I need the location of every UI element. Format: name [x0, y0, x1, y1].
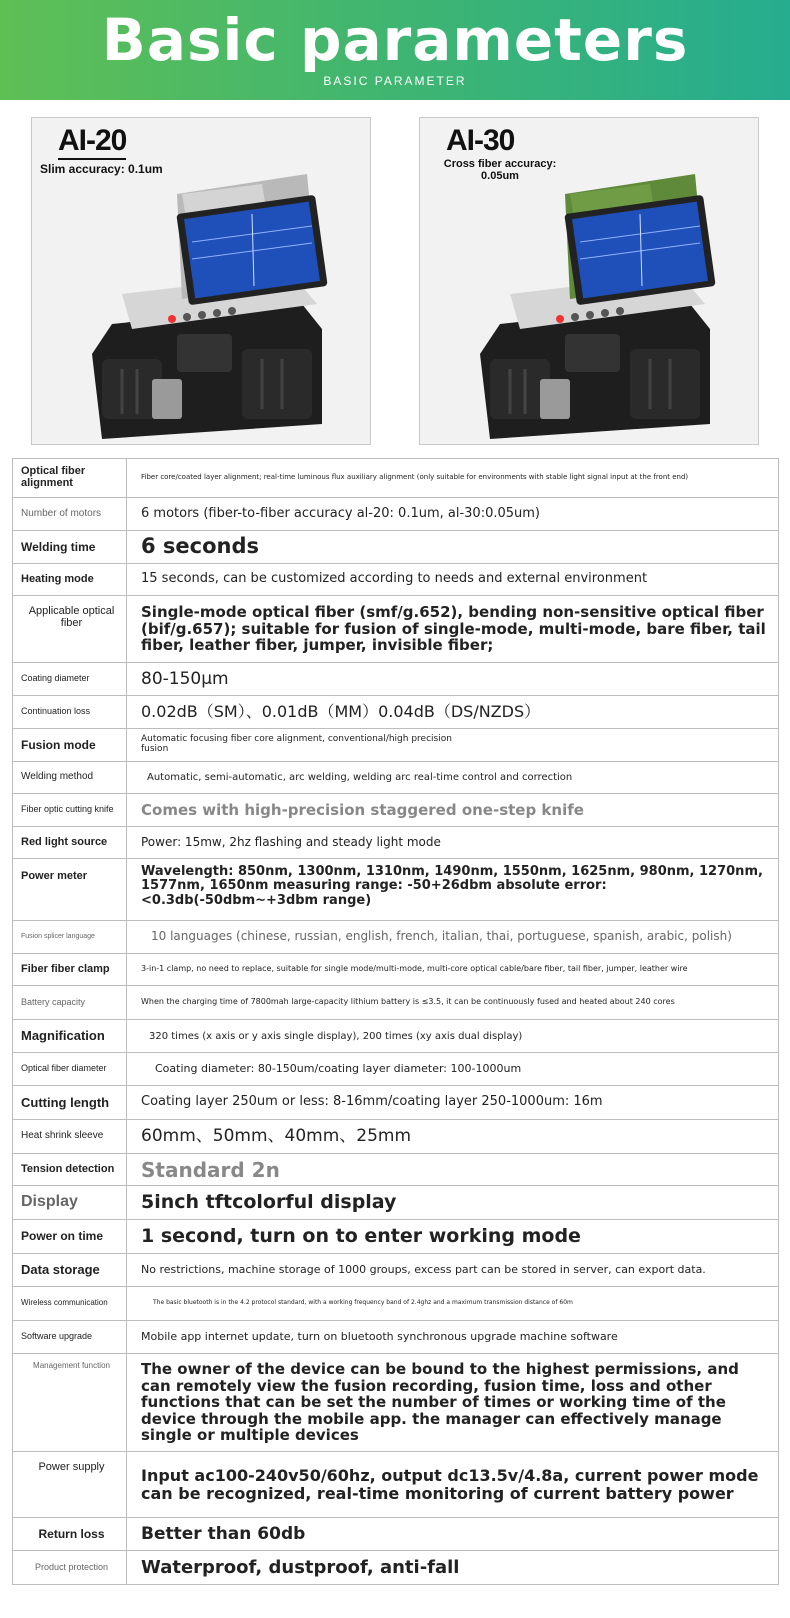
- spec-value: 80-150μm: [127, 663, 779, 696]
- spec-value: 0.02dB（SM）、0.01dB（MM）0.04dB（DS/NZDS）: [127, 696, 779, 729]
- spec-value: Power: 15mw, 2hz flashing and steady light mode: [127, 827, 779, 859]
- spec-value: When the charging time of 7800mah large-capacity lithium battery is ≤3.5, it can be continuously fused and heated about 240 cores: [127, 986, 779, 1020]
- table-row: [13, 1254, 779, 1287]
- spec-label: Tension detection: [13, 1154, 127, 1186]
- spec-label: Welding method: [13, 762, 127, 794]
- spec-label: Number of motors: [13, 498, 127, 531]
- table-row: [13, 729, 779, 762]
- spec-value: The owner of the device can be bound to the highest permissions, and can remotely view the fusion recording, fusion time, loss and other functions that can be set the number of times or working time of the device through the mobile app. the manager can effectively manage single or multiple devices: [127, 1354, 779, 1452]
- table-row: [13, 1020, 779, 1053]
- spec-value: 1 second, turn on to enter working mode: [127, 1220, 779, 1254]
- spec-label: Wireless communication: [13, 1287, 127, 1321]
- table-row: [13, 1518, 779, 1551]
- spec-value: Comes with high-precision staggered one-step knife: [127, 794, 779, 827]
- fusion-splicer-image: [470, 154, 720, 439]
- table-row: [13, 531, 779, 564]
- table-row: [13, 1287, 779, 1321]
- table-row: [13, 794, 779, 827]
- table-row: [13, 1551, 779, 1585]
- spec-label: Fiber fiber clamp: [13, 954, 127, 986]
- product-model-name: AI-20: [58, 124, 126, 160]
- table-row: [13, 1154, 779, 1186]
- spec-label: Fiber optic cutting knife: [13, 794, 127, 827]
- spec-value: Fiber core/coated layer alignment; real-time luminous flux auxiliary alignment (only suitable for environments with stable light signal input at the front end): [127, 459, 779, 498]
- spec-value: 60mm、50mm、40mm、25mm: [127, 1120, 779, 1154]
- table-row: [13, 827, 779, 859]
- spec-label: Heat shrink sleeve: [13, 1120, 127, 1154]
- table-row: [13, 1321, 779, 1354]
- table-row: [13, 459, 779, 498]
- spec-label: Red light source: [13, 827, 127, 859]
- spec-value: 3-in-1 clamp, no need to replace, suitable for single mode/multi-mode, multi-core optical cable/bare fiber, tail fiber, jumper, leather wire: [127, 954, 779, 986]
- table-row: [13, 1053, 779, 1086]
- spec-label: Return loss: [13, 1518, 127, 1551]
- spec-label: Magnification: [13, 1020, 127, 1053]
- spec-value: Coating diameter: 80-150um/coating layer diameter: 100-1000um: [127, 1053, 779, 1086]
- table-row: [13, 954, 779, 986]
- table-row: [13, 921, 779, 954]
- table-row: [13, 1220, 779, 1254]
- spec-label: Fusion splicer language: [13, 921, 127, 954]
- product-accuracy-text: Slim accuracy: 0.1um: [40, 162, 163, 176]
- header-banner: [0, 0, 790, 100]
- product-model-name: AI-30: [446, 124, 515, 157]
- spec-label: Continuation loss: [13, 696, 127, 729]
- table-row: [13, 1120, 779, 1154]
- product-accuracy-text: Cross fiber accuracy: 0.05um: [443, 158, 557, 182]
- spec-label: Software upgrade: [13, 1321, 127, 1354]
- table-row: [13, 1186, 779, 1220]
- spec-value: The basic bluetooth is in the 4.2 protocol standard, with a working frequency band of 2.4ghz and a maximum transmission distance of 60m: [127, 1287, 779, 1321]
- spec-label: Optical fiber diameter: [13, 1053, 127, 1086]
- spec-label: Display: [13, 1186, 127, 1220]
- spec-value: Standard 2n: [127, 1154, 779, 1186]
- spec-table: [12, 458, 779, 1585]
- page-subtitle: BASIC PARAMETER: [323, 74, 467, 88]
- spec-value: Waterproof, dustproof, anti-fall: [127, 1551, 779, 1585]
- spec-value: Wavelength: 850nm, 1300nm, 1310nm, 1490nm, 1550nm, 1625nm, 980nm, 1270nm, 1577nm, 1650nm measuring range: -50+26dbm absolute error: <0.3db(-50dbm~+3dbm range): [127, 859, 779, 921]
- spec-label: Cutting length: [13, 1086, 127, 1120]
- spec-label: Welding time: [13, 531, 127, 564]
- table-row: [13, 1086, 779, 1120]
- spec-value: Automatic, semi-automatic, arc welding, welding arc real-time control and correction: [127, 762, 779, 794]
- spec-label: Power on time: [13, 1220, 127, 1254]
- spec-label: Applicable optical fiber: [13, 596, 127, 663]
- spec-value: Coating layer 250um or less: 8-16mm/coating layer 250-1000um: 16m: [127, 1086, 779, 1120]
- table-row: [13, 859, 779, 921]
- spec-value: Mobile app internet update, turn on bluetooth synchronous upgrade machine software: [127, 1321, 779, 1354]
- table-row: [13, 596, 779, 663]
- table-row: [13, 1452, 779, 1518]
- spec-label: Optical fiber alignment: [13, 459, 127, 498]
- spec-value: 320 times (x axis or y axis single display), 200 times (xy axis dual display): [127, 1020, 779, 1053]
- spec-value: No restrictions, machine storage of 1000 groups, excess part can be stored in server, can export data.: [127, 1254, 779, 1287]
- spec-label: Heating mode: [13, 564, 127, 596]
- table-row: [13, 498, 779, 531]
- spec-value: Single-mode optical fiber (smf/g.652), bending non-sensitive optical fiber (bif/g.657); suitable for fusion of single-mode, multi-mode, bare fiber, tail fiber, leather fiber, jumper, invisible fiber;: [127, 596, 779, 663]
- spec-value: 5inch tftcolorful display: [127, 1186, 779, 1220]
- product-card-ai30: [419, 117, 759, 445]
- spec-label: Coating diameter: [13, 663, 127, 696]
- spec-label: Product protection: [13, 1551, 127, 1585]
- spec-value: 6 motors (fiber-to-fiber accuracy al-20: 0.1um, al-30:0.05um): [127, 498, 779, 531]
- spec-label: Fusion mode: [13, 729, 127, 762]
- spec-value: Better than 60db: [127, 1518, 779, 1551]
- table-row: [13, 564, 779, 596]
- spec-label: Data storage: [13, 1254, 127, 1287]
- spec-value: Automatic focusing fiber core alignment, conventional/high precision fusion: [127, 729, 779, 762]
- spec-label: Management function: [13, 1354, 127, 1452]
- fusion-splicer-image: [82, 154, 332, 439]
- spec-label: Power meter: [13, 859, 127, 921]
- product-card-ai20: [31, 117, 371, 445]
- spec-label: Power supply: [13, 1452, 127, 1518]
- table-row: [13, 1354, 779, 1452]
- table-row: [13, 696, 779, 729]
- page-title: Basic parameters: [101, 6, 689, 74]
- spec-value: 15 seconds, can be customized according to needs and external environment: [127, 564, 779, 596]
- table-row: [13, 762, 779, 794]
- spec-label: Battery capacity: [13, 986, 127, 1020]
- spec-value: Input ac100-240v50/60hz, output dc13.5v/4.8a, current power mode can be recognized, real-time monitoring of current battery power: [127, 1452, 779, 1518]
- spec-value: 10 languages (chinese, russian, english, french, italian, thai, portuguese, spanish, arabic, polish): [127, 921, 779, 954]
- spec-value: 6 seconds: [127, 531, 779, 564]
- table-row: [13, 986, 779, 1020]
- table-row: [13, 663, 779, 696]
